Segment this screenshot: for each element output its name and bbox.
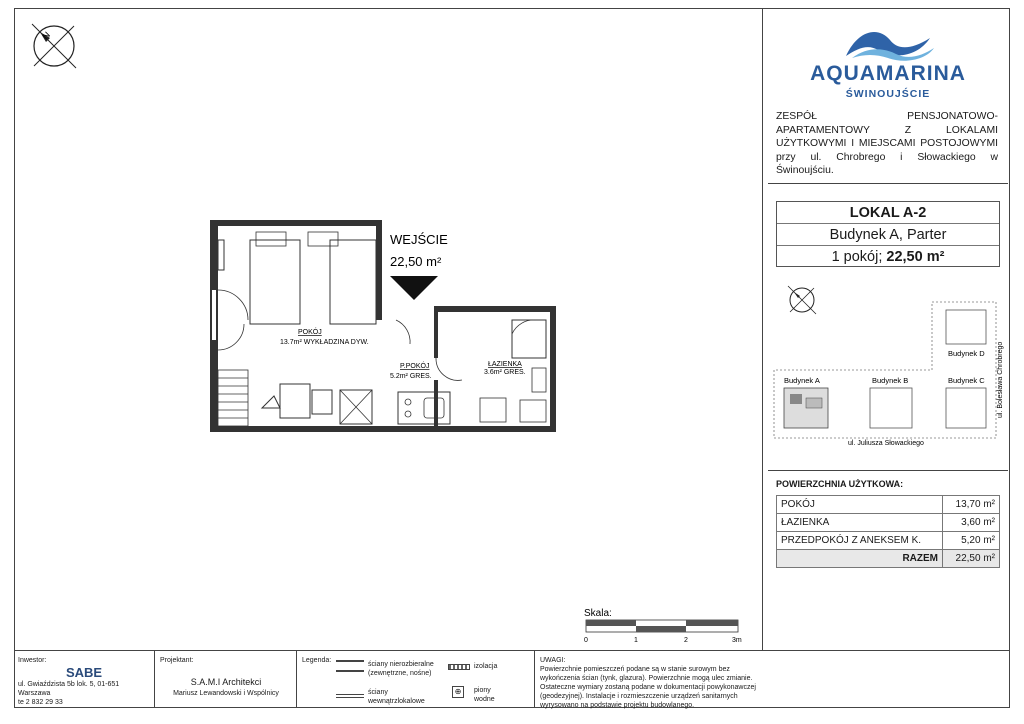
footer-legend xyxy=(298,652,534,708)
svg-text:N: N xyxy=(40,29,53,42)
plan-room-pokoj-name: POKÓJ xyxy=(298,329,322,336)
scale-tick-0: 0 xyxy=(584,637,588,644)
area-label: PRZEDPOKÓJ Z ANEKSEM K. xyxy=(777,532,943,550)
plan-room-lazienka-info: 3.6m² GRES. xyxy=(484,369,526,376)
investor-phone: te 2 832 29 33 xyxy=(18,699,63,706)
plan-room-ppokoj-name: P.POKÓJ xyxy=(400,363,430,370)
legend-walls-outer: ściany nierozbieralne (zewnętrzne, nośne) xyxy=(368,661,434,677)
plan-entrance-label: WEJŚCIE xyxy=(390,232,448,247)
table-row xyxy=(777,532,1000,550)
area-total-value: 22,50 m² xyxy=(943,550,1000,568)
unit-rooms-area xyxy=(777,246,999,268)
sheet-divider-vertical xyxy=(762,8,763,650)
legend-swatch-walls xyxy=(336,660,364,672)
footer-divider xyxy=(296,650,297,708)
legend-swatch-insulation xyxy=(448,664,470,670)
investor-label: Inwestor: xyxy=(18,657,47,664)
unit-title: LOKAL A-2 xyxy=(777,202,999,224)
notes-label: UWAGI: xyxy=(540,657,566,664)
sitemap-compass-icon xyxy=(788,286,816,314)
unit-area: 22,50 m² xyxy=(886,249,945,265)
notes-text: Powierzchnie pomieszczeń podane są w stanie surowym bez wykończenia ścian (tynk, glazura). Powierzchnie mogą ulec zmianie. Ostateczne wymiary zostaną podane w dokumentacji powykonawczej (geodezyjnej). Instalacje i rozmieszczenie urządzeń sanitarnych wyrysowano na podstawie projektu budowlanego. xyxy=(540,666,756,709)
designer-name: S.A.M.I Architekci xyxy=(190,677,262,687)
plan-entrance-area: 22,50 m² xyxy=(390,254,442,269)
entrance-arrow-icon xyxy=(390,276,438,300)
floor-plan xyxy=(200,210,570,440)
legend-walls-inner: ściany wewnątrzlokalowe xyxy=(368,689,425,705)
area-value: 5,20 m² xyxy=(943,532,1000,550)
legend-water-risers: piony wodne xyxy=(474,687,495,703)
unit-info-box xyxy=(776,201,1000,267)
north-compass-icon xyxy=(26,18,82,74)
area-label: ŁAZIENKA xyxy=(777,514,943,532)
project-description: ZESPÓŁ PENSJONATOWO-APARTAMENTOWY Z LOKALAMI UŻYTKOWYMI I MIEJSCAMI POSTOJOWYMI przy ul. Chrobrego i Słowackiego w Świnoujściu. xyxy=(776,111,998,176)
sitemap-building-b: Budynek B xyxy=(872,376,909,385)
investor-logo: SABE xyxy=(65,665,103,680)
table-row xyxy=(777,514,1000,532)
designer-label: Projektant: xyxy=(160,657,194,664)
panel-separator xyxy=(768,183,1008,184)
table-row-total xyxy=(777,550,1000,568)
scale-tick-2: 2 xyxy=(684,637,688,644)
area-value: 13,70 m² xyxy=(943,496,1000,514)
plan-room-pokoj-info: 13.7m² WYKŁADZINA DYW. xyxy=(280,339,369,346)
sitemap-building-a: Budynek A xyxy=(784,376,820,385)
area-table xyxy=(776,495,1000,568)
table-row xyxy=(777,496,1000,514)
area-total-label: RAZEM xyxy=(777,550,943,568)
site-map xyxy=(770,280,1006,450)
sheet-divider-horizontal xyxy=(14,650,1010,651)
unit-rooms: 1 pokój; xyxy=(831,249,887,265)
sitemap-street-right: ul. Bolesława Chrobrego xyxy=(997,341,1004,418)
unit-building: Budynek A, Parter xyxy=(777,224,999,246)
panel-separator-2 xyxy=(768,470,1008,471)
logo-name: AQUAMARINA xyxy=(810,62,966,85)
area-heading: POWIERZCHNIA UŻYTKOWA: xyxy=(776,479,904,489)
area-label: POKÓJ xyxy=(777,496,943,514)
scale-bar xyxy=(584,606,764,646)
footer-designer xyxy=(156,652,296,708)
plan-room-lazienka-name: ŁAZIENKA xyxy=(488,361,522,368)
water-riser-icon: ⊕ xyxy=(452,686,464,698)
area-value: 3,60 m² xyxy=(943,514,1000,532)
legend-swatch-inner-walls xyxy=(336,694,364,698)
footer-divider xyxy=(534,650,535,708)
scale-tick-1: 1 xyxy=(634,637,638,644)
designer-people: Mariusz Lewandowski i Wspólnicy xyxy=(173,690,279,697)
logo-city: ŚWINOUJŚCIE xyxy=(845,88,931,100)
legend-insulation: izolacja xyxy=(474,663,498,670)
scale-tick-3: 3m xyxy=(732,637,742,644)
plan-room-ppokoj-info: 5.2m² GRES. xyxy=(390,373,432,380)
aquamarina-logo-icon xyxy=(838,26,938,62)
investor-address: ul. Gwiaździsta 5b lok. 5, 01-651 Warszawa xyxy=(18,681,120,697)
footer-notes xyxy=(536,652,1010,708)
footer-divider xyxy=(154,650,155,708)
legend-label: Legenda: xyxy=(302,657,332,664)
sitemap-street-bottom: ul. Juliusza Słowackiego xyxy=(848,440,924,447)
sitemap-building-d: Budynek D xyxy=(948,349,985,358)
footer-investor xyxy=(14,652,154,708)
scale-label: Skala: xyxy=(584,608,612,619)
sitemap-building-c: Budynek C xyxy=(948,376,985,385)
